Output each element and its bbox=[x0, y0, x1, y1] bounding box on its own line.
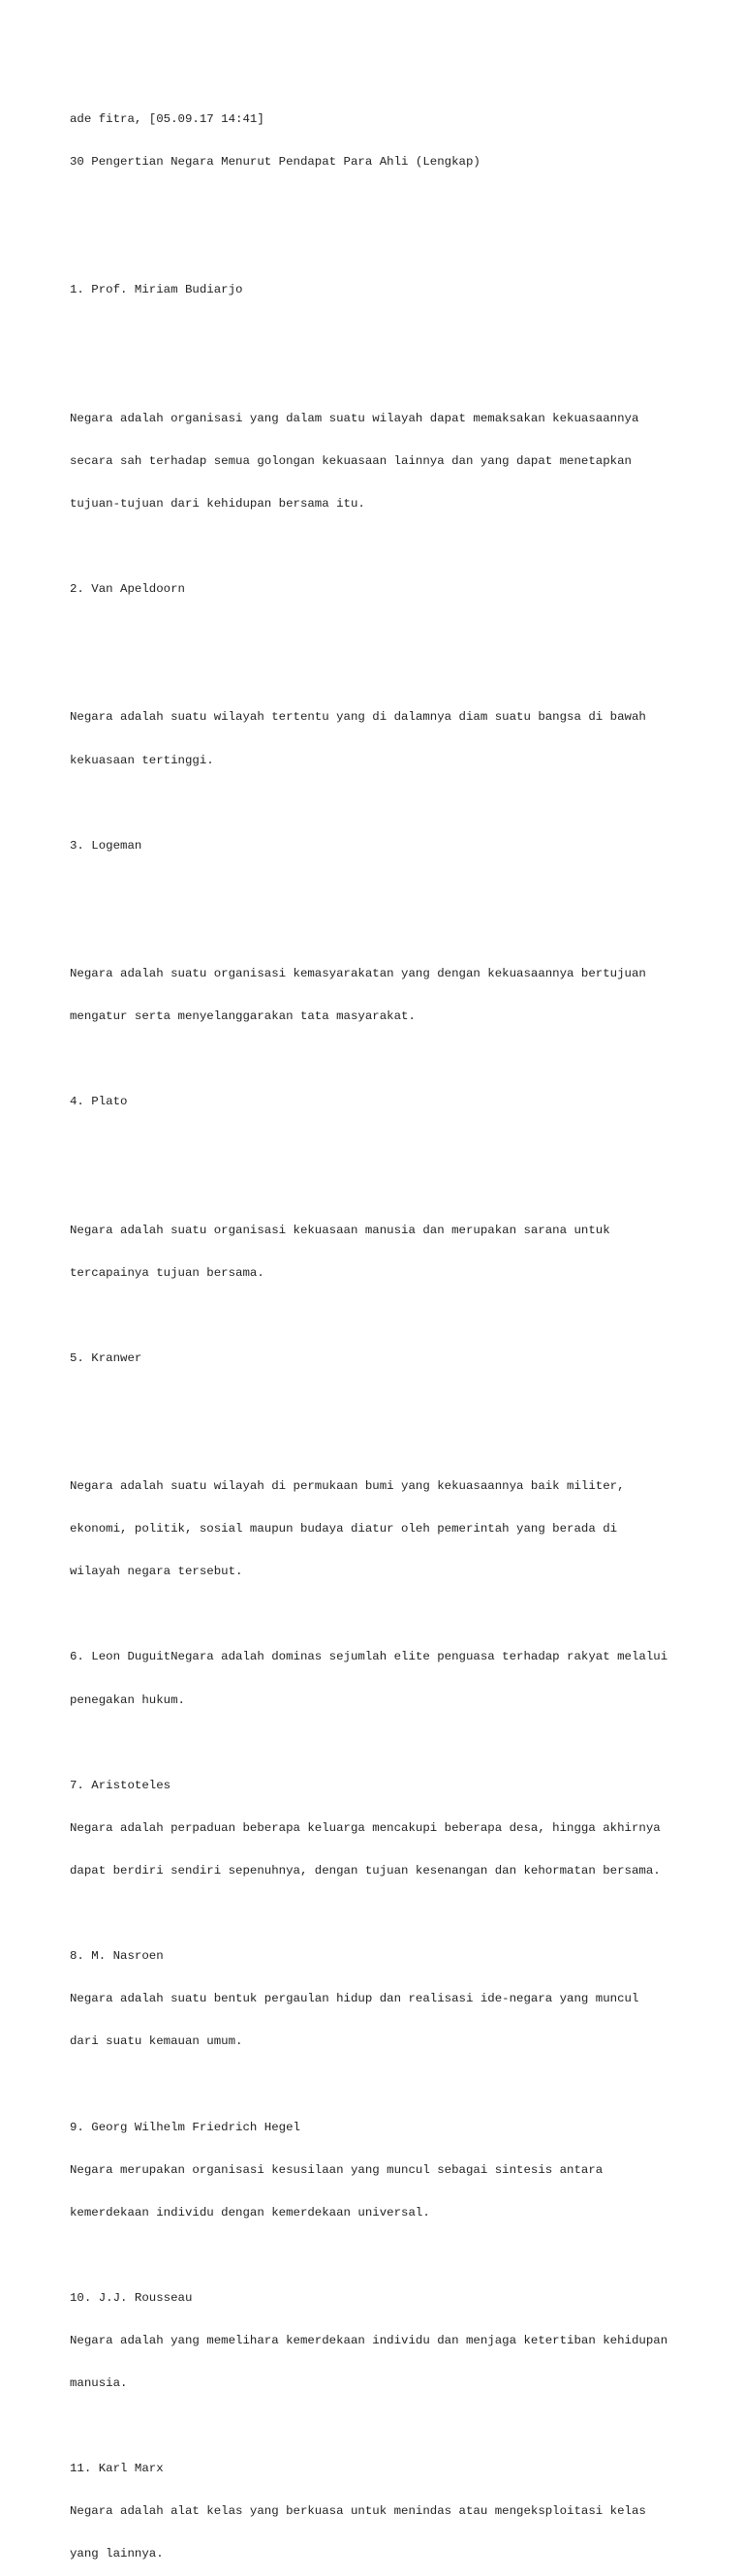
expert-heading: 1. Prof. Miriam Budiarjo bbox=[70, 283, 243, 297]
expert-heading: 8. M. Nasroen bbox=[70, 1949, 164, 1964]
definition-line: Negara adalah suatu bentuk pergaulan hidup dan realisasi ide-negara yang muncul bbox=[70, 1992, 639, 2006]
expert-heading: 11. Karl Marx bbox=[70, 2462, 164, 2476]
blank-line bbox=[70, 667, 690, 682]
blank-line bbox=[70, 796, 690, 811]
expert-heading-with-definition: 6. Leon DuguitNegara adalah dominas sejumlah elite penguasa terhadap rakyat melalui bbox=[70, 1650, 668, 1664]
definition-line: yang lainnya. bbox=[70, 2547, 164, 2561]
definition-line: penegakan hukum. bbox=[70, 1692, 185, 1707]
blank-line bbox=[70, 240, 690, 255]
blank-line bbox=[70, 1607, 690, 1622]
definition-line: tujuan-tujuan dari kehidupan bersama itu. bbox=[70, 496, 365, 511]
definition-line: tercapainya tujuan bersama. bbox=[70, 1265, 264, 1280]
blank-line bbox=[70, 924, 690, 939]
blank-line bbox=[70, 1052, 690, 1067]
expert-heading: 4. Plato bbox=[70, 1095, 128, 1109]
blank-line bbox=[70, 1394, 690, 1409]
definition-line: manusia. bbox=[70, 2376, 128, 2391]
definition-line: dari suatu kemauan umum. bbox=[70, 2034, 243, 2049]
expert-heading: 5. Kranwer bbox=[70, 1350, 142, 1365]
expert-heading: 3. Logeman bbox=[70, 838, 142, 853]
definition-line: dapat berdiri sendiri sepenuhnya, dengan tujuan kesenangan dan kehormatan bersama. bbox=[70, 1863, 661, 1878]
definition-line: Negara adalah organisasi yang dalam suatu wilayah dapat memaksakan kekuasaannya bbox=[70, 411, 639, 425]
definition-line: Negara merupakan organisasi kesusilaan yang muncul sebagai sintesis antara bbox=[70, 2162, 604, 2177]
definition-line: Negara adalah suatu wilayah tertentu yang di dalamnya diam suatu bangsa di bawah bbox=[70, 710, 646, 725]
blank-line bbox=[70, 1907, 690, 1921]
blank-line bbox=[70, 1137, 690, 1152]
blank-line bbox=[70, 1736, 690, 1751]
document-page bbox=[70, 70, 690, 2576]
blank-line bbox=[70, 625, 690, 639]
definition-line: Negara adalah yang memelihara kemerdekaan individu dan menjaga ketertiban kehidupan bbox=[70, 2333, 668, 2347]
definition-line: Negara adalah alat kelas yang berkuasa untuk menindas atau mengeksploitasi kelas bbox=[70, 2504, 646, 2519]
blank-line bbox=[70, 1309, 690, 1323]
definition-line: Negara adalah perpaduan beberapa keluarga mencakupi beberapa desa, hingga akhirnya bbox=[70, 1820, 661, 1835]
definition-line: ekonomi, politik, sosial maupun budaya diatur oleh pemerintah yang berada di bbox=[70, 1522, 618, 1536]
document-title: 30 Pengertian Negara Menurut Pendapat Para Ahli (Lengkap) bbox=[70, 155, 480, 170]
header-author-timestamp: ade fitra, [05.09.17 14:41] bbox=[70, 112, 264, 127]
blank-line bbox=[70, 540, 690, 554]
blank-line bbox=[70, 882, 690, 896]
definition-line: wilayah negara tersebut. bbox=[70, 1565, 243, 1579]
blank-line bbox=[70, 2249, 690, 2263]
definition-line: secara sah terhadap semua golongan kekuasaan lainnya dan yang dapat menetapkan bbox=[70, 453, 632, 468]
blank-line bbox=[70, 2077, 690, 2092]
blank-line bbox=[70, 369, 690, 384]
blank-line bbox=[70, 198, 690, 212]
expert-heading: 7. Aristoteles bbox=[70, 1778, 171, 1792]
expert-heading: 2. Van Apeldoorn bbox=[70, 582, 185, 597]
expert-heading: 9. Georg Wilhelm Friedrich Hegel bbox=[70, 2120, 300, 2134]
blank-line bbox=[70, 1180, 690, 1195]
blank-line bbox=[70, 326, 690, 341]
definition-line: Negara adalah suatu organisasi kekuasaan manusia dan merupakan sarana untuk bbox=[70, 1223, 610, 1237]
expert-heading: 10. J.J. Rousseau bbox=[70, 2290, 193, 2305]
definition-line: kekuasaan tertinggi. bbox=[70, 753, 214, 767]
definition-line: mengatur serta menyelanggarakan tata masyarakat. bbox=[70, 1009, 416, 1024]
definition-line: Negara adalah suatu organisasi kemasyarakatan yang dengan kekuasaannya bertujuan bbox=[70, 966, 646, 980]
blank-line bbox=[70, 2419, 690, 2434]
blank-line bbox=[70, 1437, 690, 1451]
definition-line: kemerdekaan individu dengan kemerdekaan universal. bbox=[70, 2205, 430, 2219]
definition-line: Negara adalah suatu wilayah di permukaan bumi yang kekuasaannya baik militer, bbox=[70, 1479, 625, 1494]
